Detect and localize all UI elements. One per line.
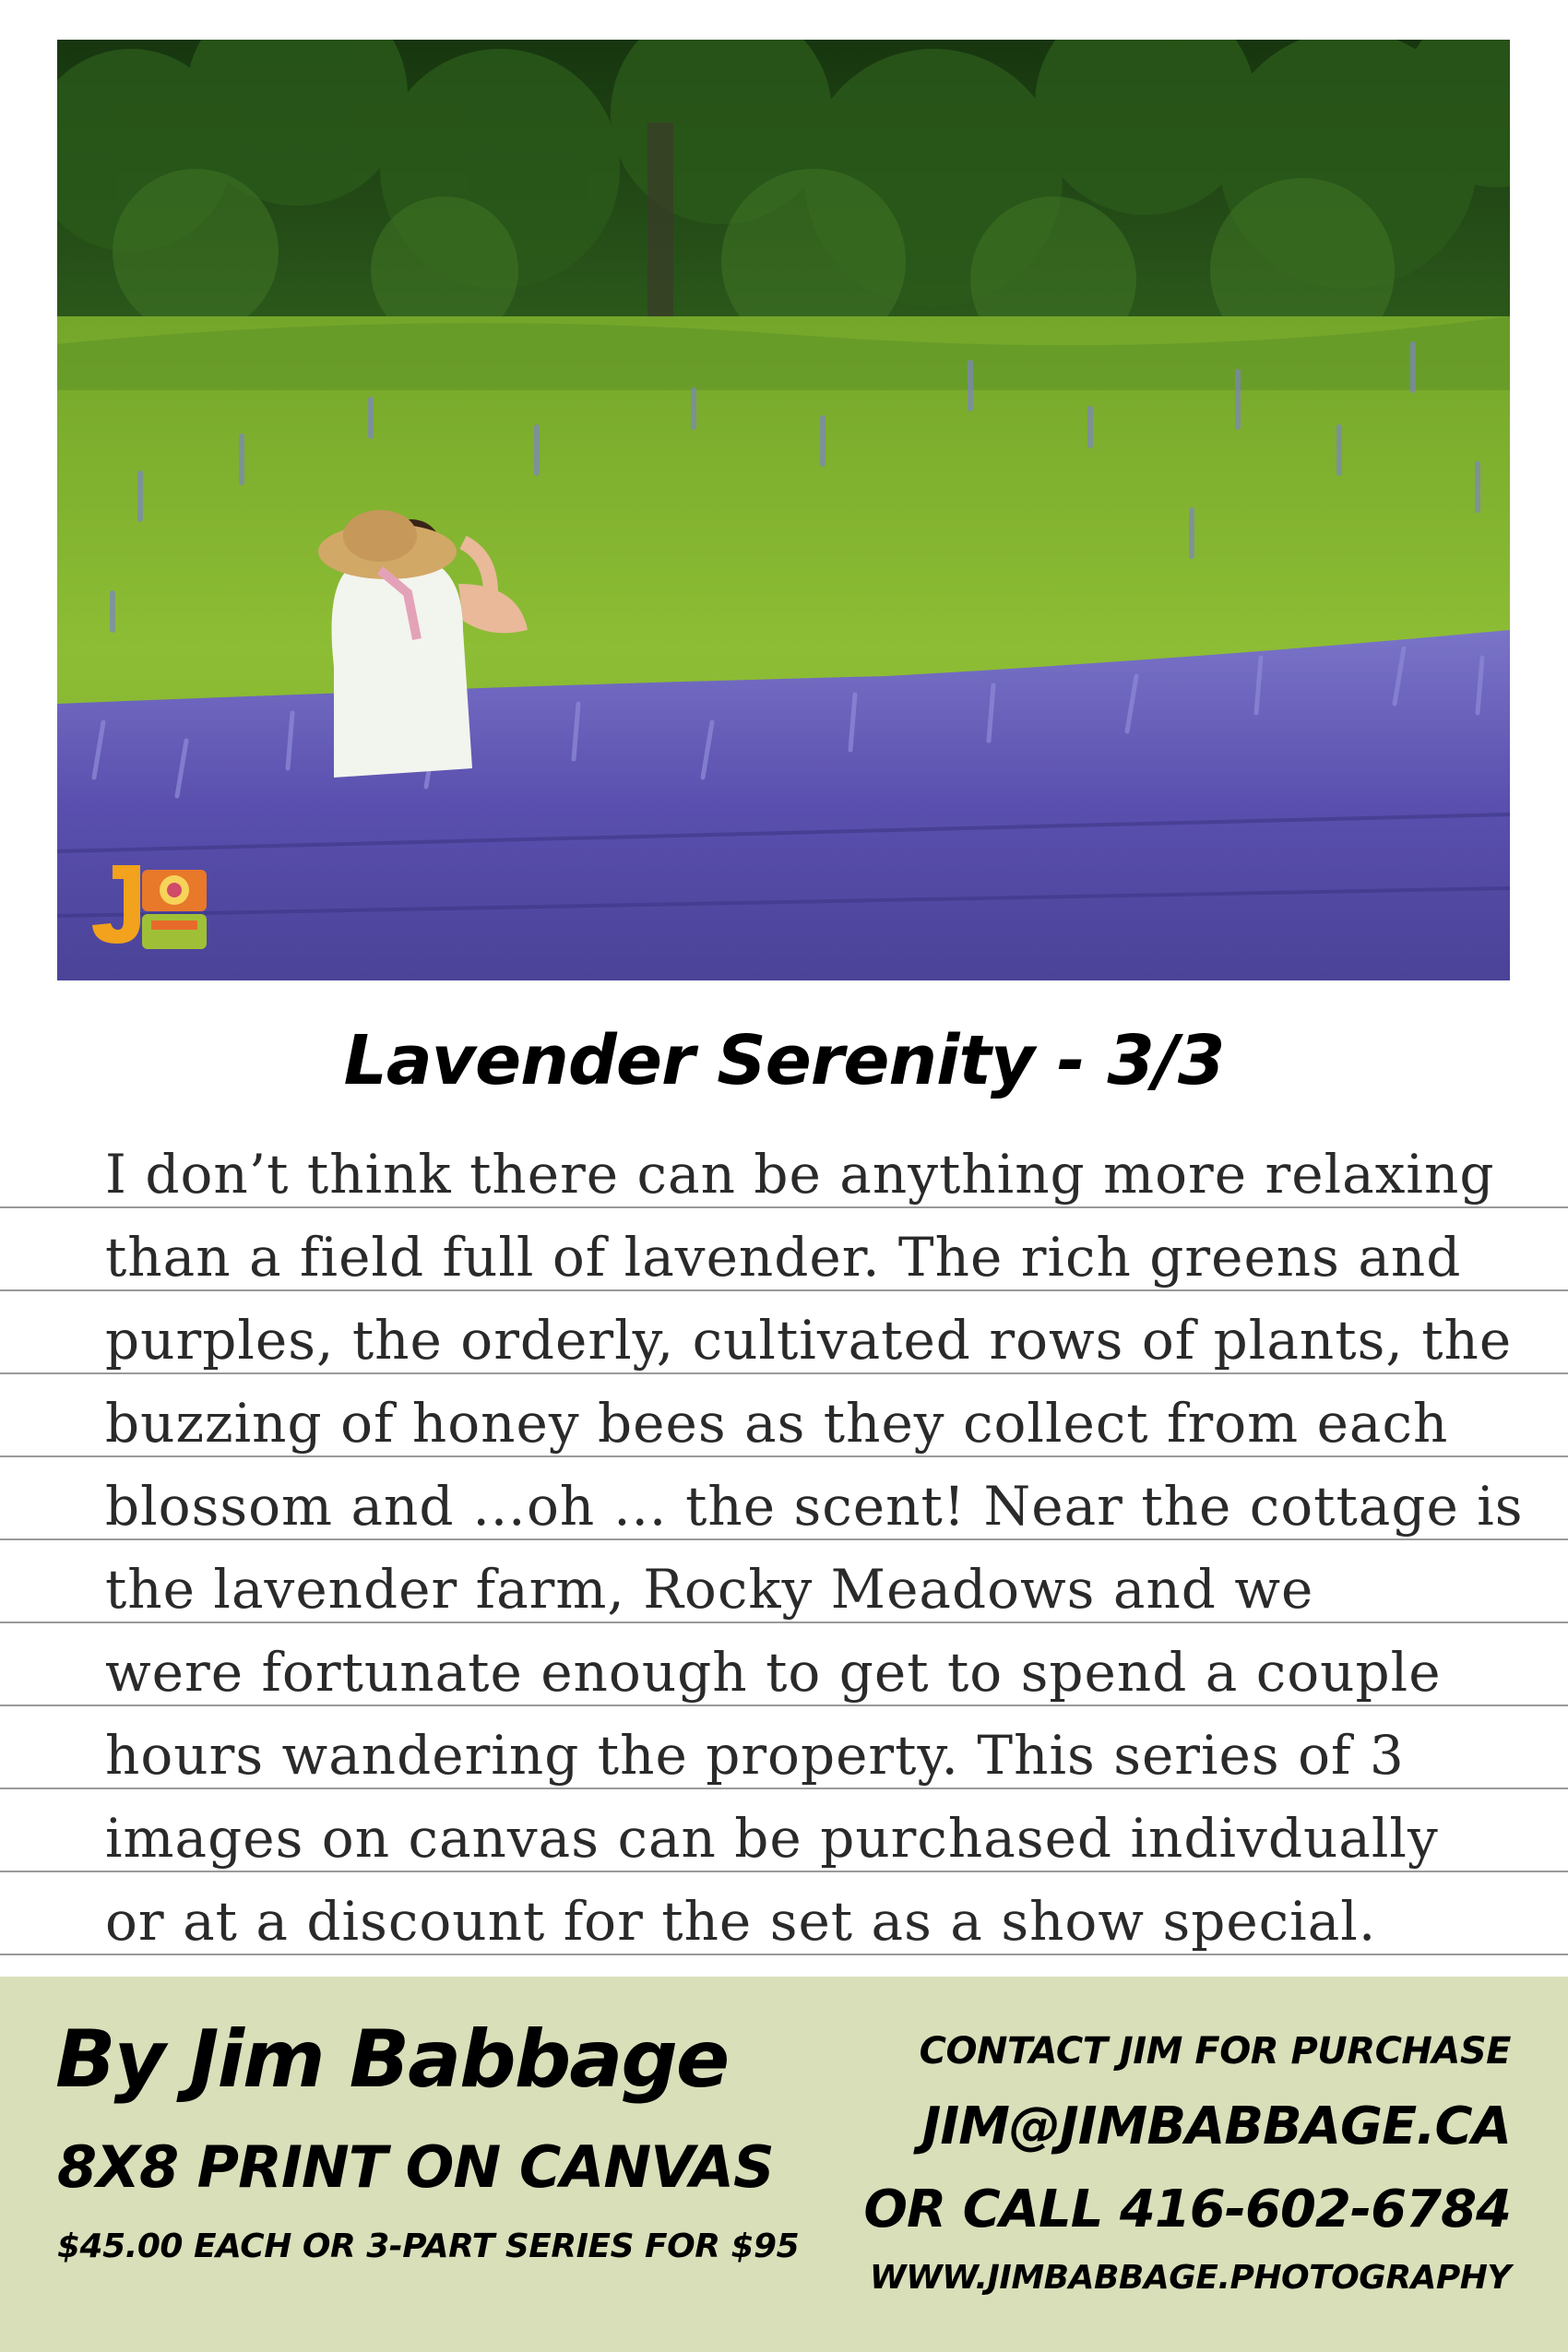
ruled-line <box>0 1372 1568 1374</box>
ruled-line <box>0 1705 1568 1706</box>
ruled-line <box>0 1206 1568 1208</box>
product-format: 8X8 PRINT ON CANVAS <box>57 2133 774 2201</box>
ruled-line <box>0 1538 1568 1540</box>
body-line: blossom and …oh … the scent! Near the cottage is <box>105 1475 1524 1538</box>
body-line: buzzing of honey bees as they collect from each <box>105 1392 1449 1455</box>
ruled-line <box>0 1954 1568 1955</box>
ruled-line <box>0 1871 1568 1872</box>
footer-panel <box>0 1977 1568 2352</box>
body-line: than a field full of lavender. The rich greens and <box>105 1226 1462 1289</box>
ruled-line <box>0 1621 1568 1623</box>
email-link[interactable]: JIM@JIMBABBAGE.CA <box>921 2097 1511 2156</box>
ruled-line <box>0 1788 1568 1789</box>
author-name: By Jim Babbage <box>55 2013 729 2106</box>
body-line: I don’t think there can be anything more relaxing <box>105 1143 1495 1206</box>
price-info: $45.00 EACH OR 3-PART SERIES FOR $95 <box>57 2227 800 2265</box>
photo-illustration <box>57 40 1510 980</box>
page-title: Lavender Serenity - 3/3 <box>343 1021 1225 1100</box>
body-line: purples, the orderly, cultivated rows of plants, the <box>105 1309 1513 1372</box>
lavender-field-photo <box>57 40 1510 980</box>
body-line: or at a discount for the set as a show special. <box>105 1890 1377 1953</box>
body-line: were fortunate enough to get to spend a couple <box>105 1641 1442 1704</box>
body-line: hours wandering the property. This series of 3 <box>105 1724 1405 1787</box>
ruled-line <box>0 1289 1568 1291</box>
body-line: the lavender farm, Rocky Meadows and we <box>105 1558 1314 1621</box>
contact-heading: CONTACT JIM FOR PURCHASE <box>919 2030 1511 2073</box>
jb-camera-logo-icon <box>85 842 214 953</box>
body-text-block <box>0 1125 1568 1955</box>
ruled-line <box>0 1455 1568 1457</box>
phone-number: OR CALL 416-602-6784 <box>863 2180 1511 2239</box>
website-link[interactable]: WWW.JIMBABBAGE.PHOTOGRAPHY <box>869 2259 1511 2297</box>
body-line: images on canvas can be purchased indivdually <box>105 1807 1439 1870</box>
